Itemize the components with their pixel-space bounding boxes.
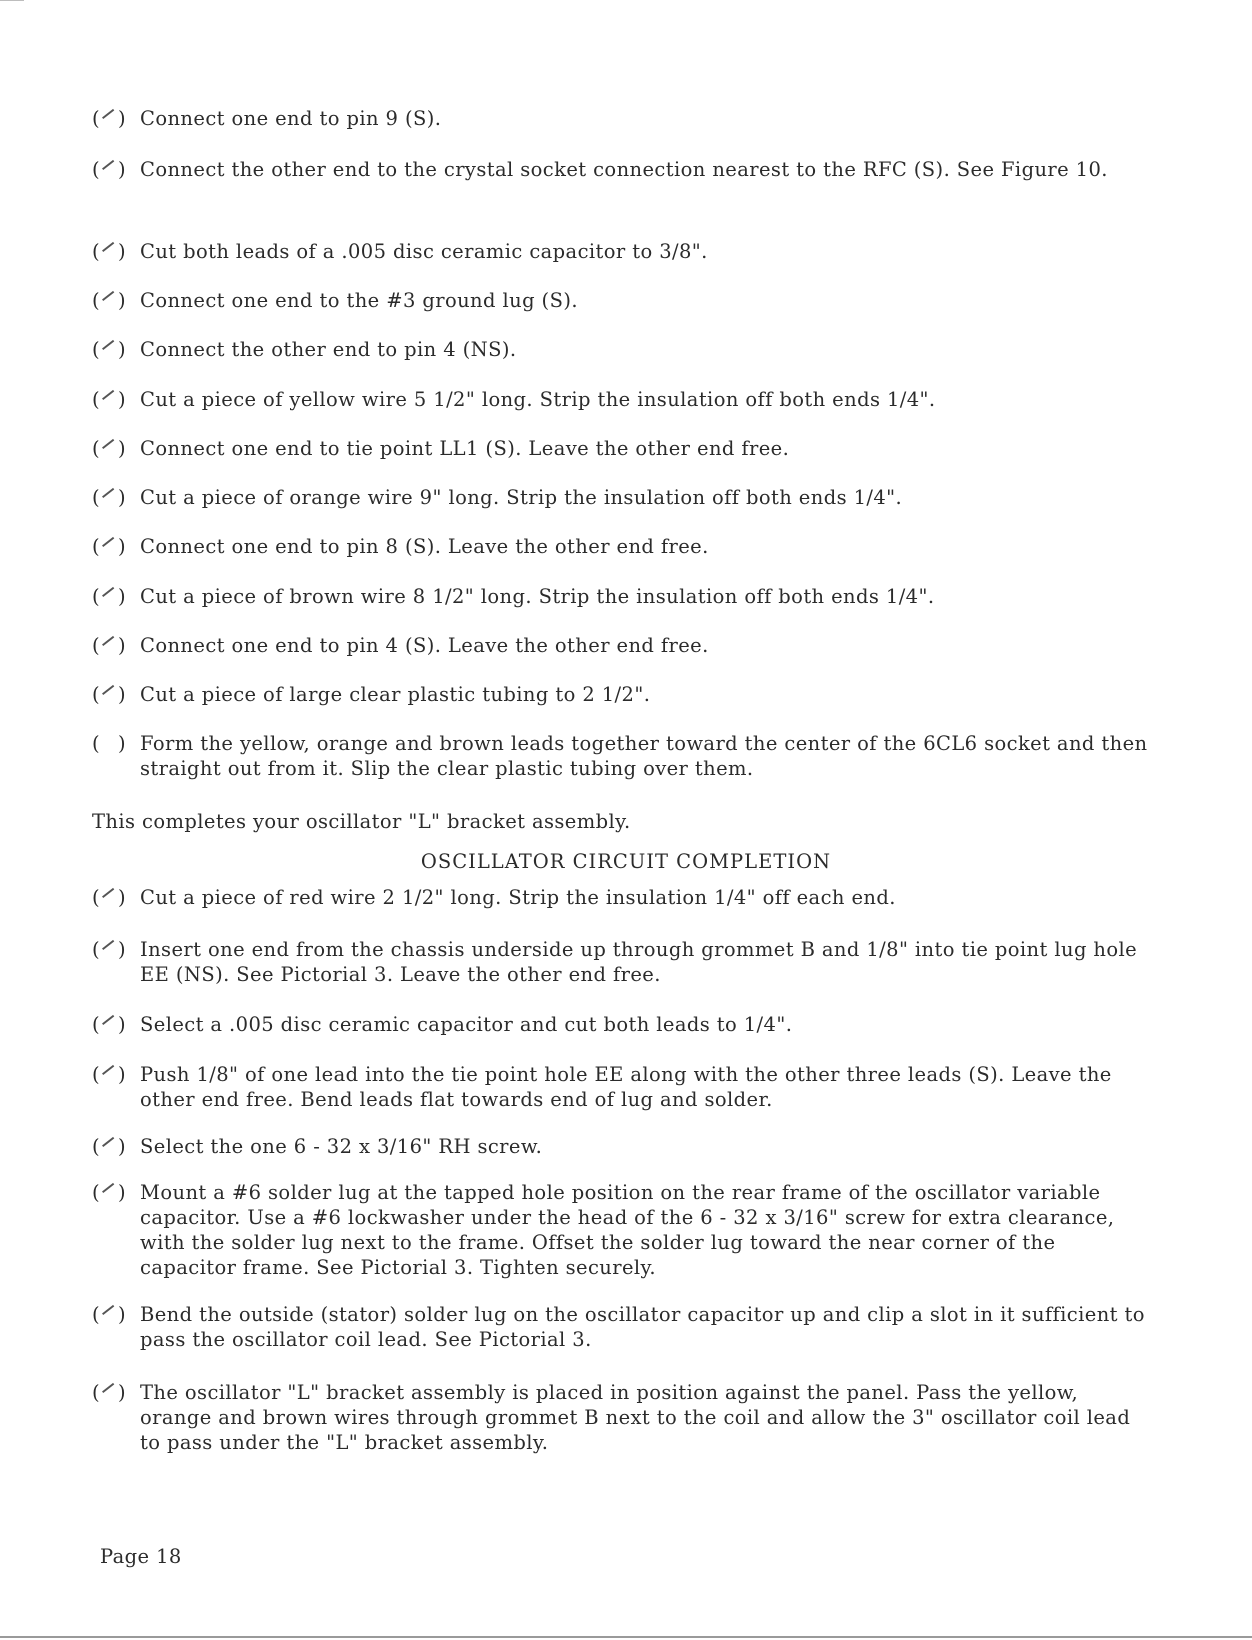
step-text: Cut a piece of yellow wire 5 1/2" long. Strip the insulation off both ends 1/4".	[140, 388, 936, 411]
step-text: Connect the other end to pin 4 (NS).	[140, 338, 517, 361]
step-item	[92, 1062, 1152, 1112]
step-text: Connect one end to tie point LL1 (S). Leave the other end free.	[140, 437, 790, 460]
step-text: Cut a piece of orange wire 9" long. Strip the insulation off both ends 1/4".	[140, 486, 903, 509]
step-text: Mount a #6 solder lug at the tapped hole position on the rear frame of the oscillator variable capacitor. Use a #6 lockwasher under the head of the 6 - 32 x 3/16" screw for extra clearance, with the solder lug next to the frame. Offset the solder lug toward the near corner of the capacitor frame. See Pictorial 3. Tighten securely.	[140, 1181, 1115, 1279]
step-text: Connect one end to pin 4 (S). Leave the other end free.	[140, 634, 709, 657]
step-item	[92, 682, 1152, 707]
step-item	[92, 1012, 1152, 1037]
scan-edge-mark	[0, 0, 24, 1]
step-item	[92, 731, 1152, 781]
step-item	[92, 534, 1152, 559]
checkbox-marked[interactable]: ( )	[92, 289, 127, 312]
step-item	[92, 106, 1152, 131]
checkbox-marked[interactable]: ( )	[92, 1013, 127, 1036]
step-item	[92, 1134, 1152, 1159]
step-text: Insert one end from the chassis underside up through grommet B and 1/8" into tie point lug hole EE (NS). See Pictorial 3. Leave the other end free.	[140, 938, 1138, 986]
step-item	[92, 436, 1152, 461]
step-text: Cut a piece of large clear plastic tubing to 2 1/2".	[140, 683, 651, 706]
checkbox-marked[interactable]: ( )	[92, 938, 127, 961]
checkbox-marked[interactable]: ( )	[92, 437, 127, 460]
step-item	[92, 288, 1152, 313]
step-text: Bend the outside (stator) solder lug on the oscillator capacitor up and clip a slot in it sufficient to pass the oscillator coil lead. See Pictorial 3.	[140, 1303, 1145, 1351]
checkbox-marked[interactable]: ( )	[92, 634, 127, 657]
checkbox-marked[interactable]: ( )	[92, 535, 127, 558]
step-text: Connect the other end to the crystal socket connection nearest to the RFC (S). See Figure 10.	[140, 158, 1108, 181]
step-item	[92, 157, 1152, 182]
checkbox-marked[interactable]: ( )	[92, 107, 127, 130]
step-text: Connect one end to the #3 ground lug (S).	[140, 289, 578, 312]
checkbox-empty[interactable]: ( )	[92, 732, 127, 755]
step-item	[92, 885, 1152, 910]
step-item	[92, 239, 1152, 264]
checkbox-marked[interactable]: ( )	[92, 1135, 127, 1158]
step-item	[92, 937, 1152, 987]
checkbox-marked[interactable]: ( )	[92, 338, 127, 361]
page-number: Page 18	[100, 1545, 182, 1568]
checkbox-marked[interactable]: ( )	[92, 240, 127, 263]
step-item	[92, 1302, 1152, 1352]
step-text: Connect one end to pin 8 (S). Leave the other end free.	[140, 535, 709, 558]
scan-bottom-edge	[0, 1636, 1252, 1638]
step-item	[92, 1180, 1152, 1280]
step-item	[92, 1380, 1152, 1455]
step-item	[92, 584, 1152, 609]
checkbox-marked[interactable]: ( )	[92, 585, 127, 608]
step-item	[92, 387, 1152, 412]
step-text: The oscillator "L" bracket assembly is placed in position against the panel. Pass the yellow, orange and brown wires through grommet B next to the coil and allow the 3" oscillator coil lead to pass under the "L" bracket assembly.	[140, 1381, 1131, 1454]
step-text: Select the one 6 - 32 x 3/16" RH screw.	[140, 1135, 543, 1158]
step-text: Select a .005 disc ceramic capacitor and cut both leads to 1/4".	[140, 1013, 793, 1036]
checkbox-marked[interactable]: ( )	[92, 1381, 127, 1404]
completion-text: This completes your oscillator "L" bracket assembly.	[92, 810, 631, 833]
checkbox-marked[interactable]: ( )	[92, 886, 127, 909]
step-text: Cut a piece of brown wire 8 1/2" long. Strip the insulation off both ends 1/4".	[140, 585, 935, 608]
step-text: Cut a piece of red wire 2 1/2" long. Strip the insulation 1/4" off each end.	[140, 886, 896, 909]
step-text: Form the yellow, orange and brown leads together toward the center of the 6CL6 socket and then straight out from it. Slip the clear plastic tubing over them.	[140, 732, 1148, 780]
checkbox-marked[interactable]: ( )	[92, 1181, 127, 1204]
checkbox-marked[interactable]: ( )	[92, 388, 127, 411]
step-text: Cut both leads of a .005 disc ceramic capacitor to 3/8".	[140, 240, 708, 263]
checkbox-marked[interactable]: ( )	[92, 1303, 127, 1326]
section-heading: OSCILLATOR CIRCUIT COMPLETION	[420, 850, 832, 873]
checkbox-marked[interactable]: ( )	[92, 158, 127, 181]
step-text: Connect one end to pin 9 (S).	[140, 107, 442, 130]
step-item	[92, 485, 1152, 510]
step-text: Push 1/8" of one lead into the tie point hole EE along with the other three leads (S). Leave the other end free. Bend leads flat towards end of lug and solder.	[140, 1063, 1112, 1111]
checkbox-marked[interactable]: ( )	[92, 486, 127, 509]
step-item	[92, 337, 1152, 362]
checkbox-marked[interactable]: ( )	[92, 1063, 127, 1086]
checkbox-marked[interactable]: ( )	[92, 683, 127, 706]
step-item	[92, 633, 1152, 658]
